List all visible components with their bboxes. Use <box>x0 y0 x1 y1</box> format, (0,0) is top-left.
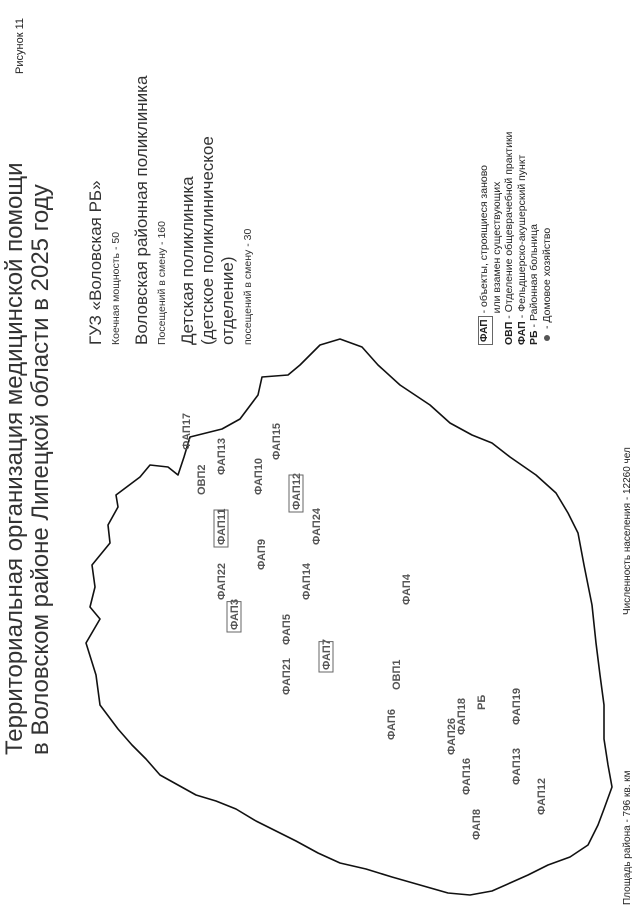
facility-label: ФАП11 <box>216 508 228 545</box>
facility-label: ФАП18 <box>456 697 468 735</box>
population-text: Численность населения - 12260 чел <box>622 447 633 615</box>
facility-label: ФАП9 <box>256 539 268 570</box>
facility-label: ФАП12 <box>291 472 303 510</box>
facility-label: ОВП1 <box>391 659 403 690</box>
facility-label: ФАП3 <box>229 599 241 630</box>
facility-label: ФАП26 <box>446 717 458 755</box>
facility-label: ФАП24 <box>311 507 323 545</box>
facility-label: ФАП6 <box>386 709 398 740</box>
facility-label: ФАП13 <box>511 747 523 785</box>
facility-label: ФАП19 <box>511 687 523 725</box>
institution-capacity: Коечная мощность - 50 <box>110 231 122 345</box>
facility-label: ФАП14 <box>301 562 313 600</box>
clinic-name: Воловская районная поликлиника <box>132 75 151 345</box>
facility-label: ФАП21 <box>281 657 293 695</box>
map-title-line1: Территориальная организация медицинской помощи <box>1 162 28 755</box>
children-clinic-line3: отделение) <box>218 256 237 345</box>
district-boundary <box>86 339 612 895</box>
facility-label: ФАП17 <box>181 412 193 450</box>
facility-label: ФАП10 <box>253 457 265 495</box>
legend-fap-box: ФАП <box>478 316 493 345</box>
facility-label: ФАП12 <box>536 777 548 815</box>
children-clinic-visits: посещений в смену - 30 <box>242 228 254 345</box>
legend-new-line2: или взамен существующих <box>490 181 503 314</box>
legend-ovp-text: - Отделение общеврачебной практики <box>503 131 515 319</box>
legend-new-line1: - объекты, строящиеся заново <box>478 164 490 314</box>
facility-label: ФАП16 <box>461 757 473 795</box>
legend-ovp-code: ОВП <box>503 321 515 345</box>
facility-label: ФАП5 <box>281 614 293 645</box>
clinic-visits: Посещений в смену - 160 <box>156 221 168 345</box>
institution-name: ГУЗ «Воловская РБ» <box>86 180 105 345</box>
children-clinic-line1: Детская поликлиника <box>178 176 197 345</box>
map-title-line2: в Воловском районе Липецкой области в 2025 году <box>27 184 54 755</box>
area-text: Площадь района - 796 кв. км <box>622 770 633 905</box>
legend-fap-code: ФАП <box>515 321 528 345</box>
facility-label: ФАП22 <box>216 562 228 600</box>
legend-rb-text: - Районная больница <box>528 224 540 328</box>
facility-label: ФАП7 <box>321 639 333 670</box>
facility-label: ФАП4 <box>401 574 413 605</box>
legend-dot-text: - Домовое хозяйство <box>540 227 553 329</box>
facility-label: ФАП8 <box>471 809 483 840</box>
children-clinic-line2: (детское поликлиническое <box>198 136 217 345</box>
facility-label: ФАП13 <box>216 437 228 475</box>
facility-labels <box>181 413 548 840</box>
facility-label: РБ <box>476 694 488 710</box>
facility-label: ОВП2 <box>196 464 208 495</box>
facility-label: ФАП15 <box>271 422 283 460</box>
legend-rb-code: РБ <box>528 330 540 345</box>
figure-label: Рисунок 11 <box>14 18 26 74</box>
legend-fap-text: - Фельдшерско-акушерский пункт <box>515 154 528 319</box>
